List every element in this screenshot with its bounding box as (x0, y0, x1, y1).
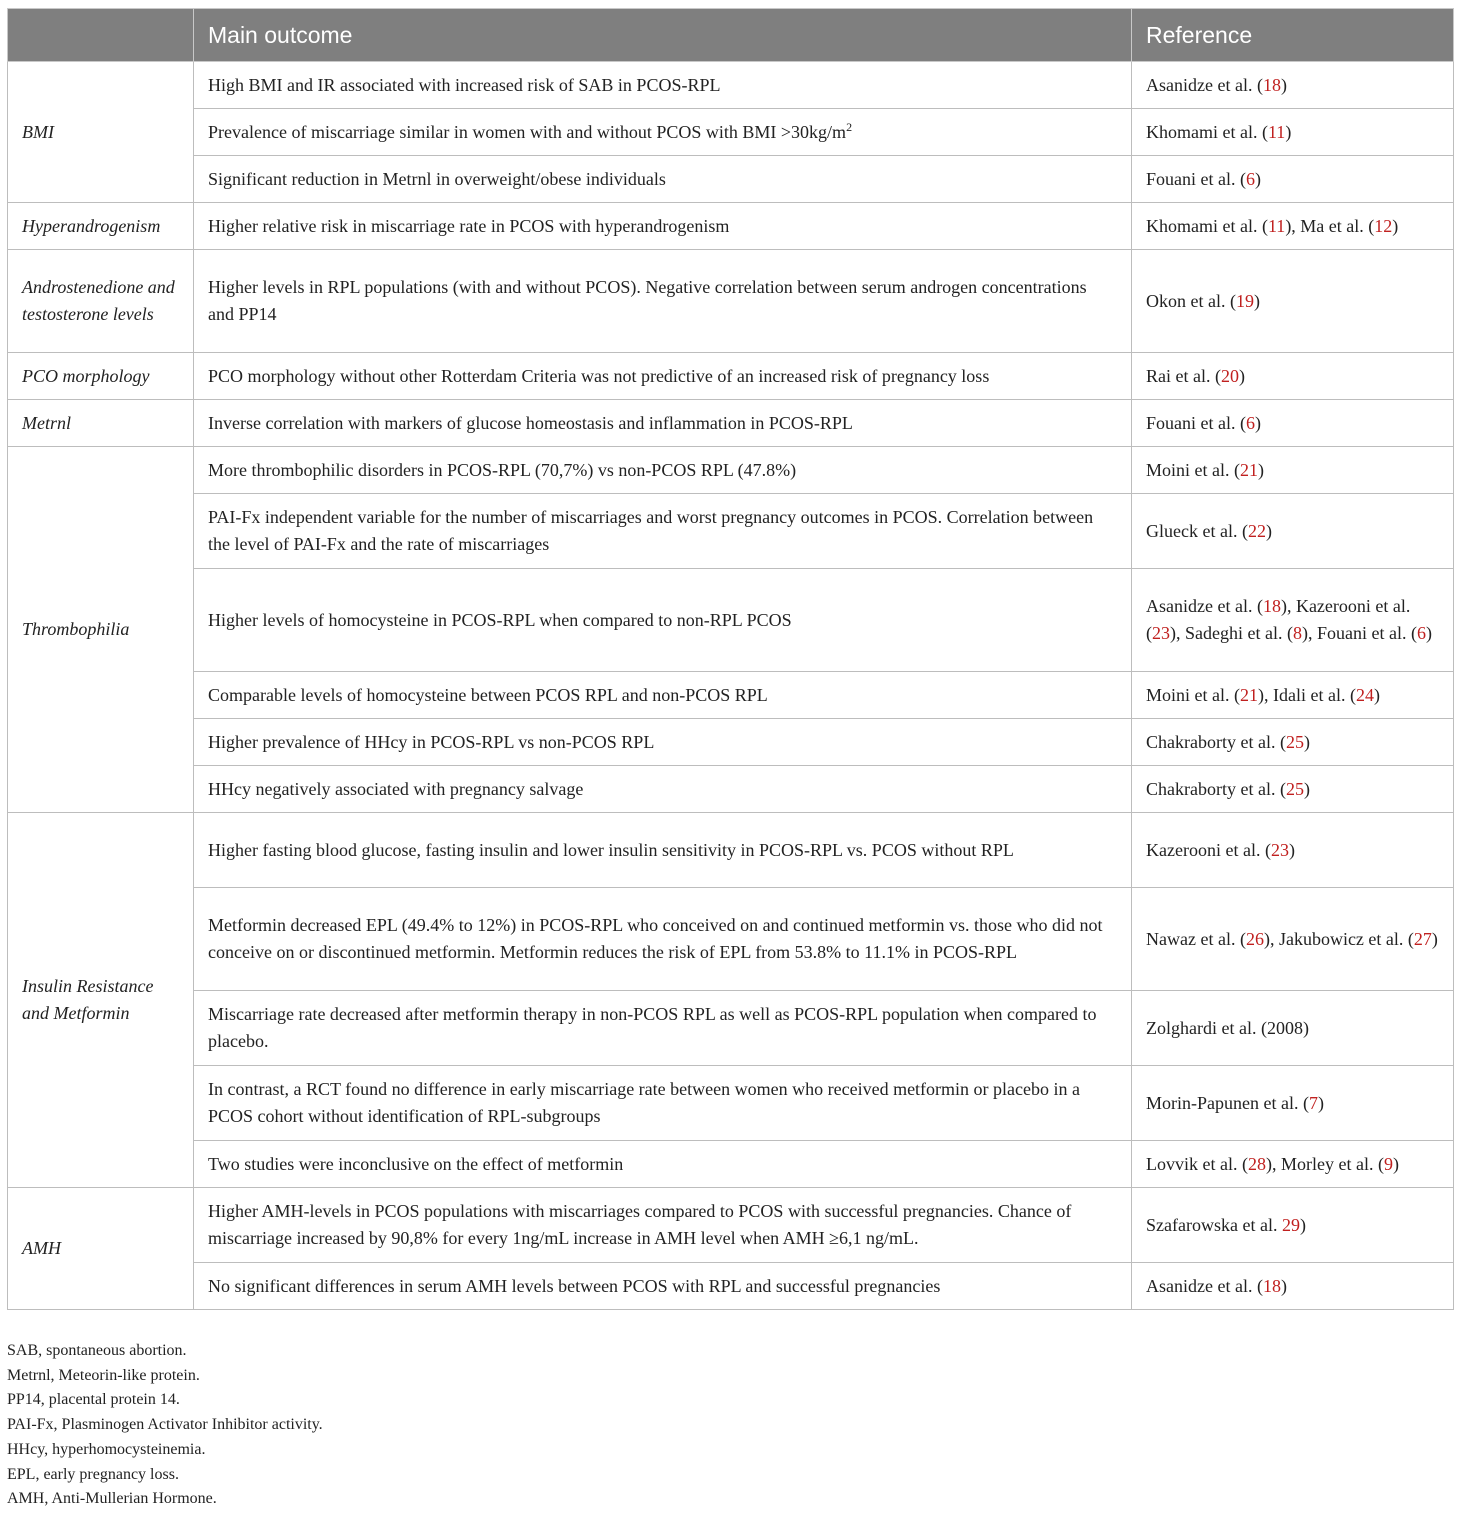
reference-link[interactable]: 23 (1152, 623, 1170, 643)
reference-link[interactable]: 20 (1220, 365, 1239, 386)
reference-cell: Asanidze et al. (18) (1132, 1263, 1454, 1310)
reference-link[interactable]: 9 (1383, 1153, 1393, 1174)
table-row (8, 1066, 1454, 1141)
outcome-cell: PCO morphology without other Rotterdam Criteria was not predictive of an increased risk of pregnancy loss (194, 353, 1132, 400)
reference-link[interactable]: 28 (1247, 1153, 1266, 1174)
outcome-cell: Prevalence of miscarriage similar in women with and without PCOS with BMI $>30kg/m^2$ (194, 109, 1132, 156)
reference-cell: Lovvik et al. (28), Morley et al. (9) (1132, 1141, 1454, 1188)
reference-cell: Zolghardi et al. (2008) (1132, 991, 1454, 1066)
reference-link[interactable]: 18 (1262, 1275, 1281, 1296)
header-category (8, 9, 194, 62)
outcome-cell: Higher fasting blood glucose, fasting insulin and lower insulin sensitivity in PCOS-RPL vs. PCOS without RPL (194, 813, 1132, 888)
outcome-cell: Higher levels of homocysteine in PCOS-RPL when compared to non-RPL PCOS (194, 569, 1132, 672)
header-main-outcome: Main outcome (194, 9, 1132, 62)
reference-cell: Kazerooni et al. (23) (1132, 813, 1454, 888)
table-row (8, 766, 1454, 813)
table-row (8, 156, 1454, 203)
reference-cell: Rai et al. (20) (1132, 353, 1454, 400)
outcome-cell: Higher relative risk in miscarriage rate in PCOS with hyperandrogenism (194, 203, 1132, 250)
reference-link[interactable]: 6 (1245, 412, 1255, 433)
outcome-cell: Miscarriage rate decreased after metformin therapy in non-PCOS RPL as well as PCOS-RPL population when compared to placebo. (194, 991, 1132, 1066)
footnote: HHcy, hyperhomocysteinemia. (7, 1440, 206, 1458)
reference-cell: Asanidze et al. (18), Kazerooni et al. (23), Sadeghi et al. (8), Fouani et al. (6) (1132, 569, 1454, 672)
table-row (8, 62, 1454, 109)
reference-cell: Glueck et al. (22) (1132, 494, 1454, 569)
reference-cell: Fouani et al. (6) (1132, 400, 1454, 447)
reference-link[interactable]: 6 (1416, 623, 1426, 643)
table-row (8, 494, 1454, 569)
reference-link[interactable]: 25 (1285, 731, 1304, 752)
reference-link[interactable]: 8 (1292, 623, 1302, 643)
category-hyperandrogenism: Hyperandrogenism (8, 203, 194, 250)
category-pco-morphology: PCO morphology (8, 353, 194, 400)
table-row (8, 109, 1454, 156)
outcome-cell: PAI-Fx independent variable for the number of miscarriages and worst pregnancy outcomes in PCOS. Correlation between the level of PAI-Fx and the rate of miscarriages (194, 494, 1132, 569)
reference-cell: Chakraborty et al. (25) (1132, 766, 1454, 813)
reference-link[interactable]: 25 (1285, 778, 1304, 799)
table-row (8, 813, 1454, 888)
reference-cell: Fouani et al. (6) (1132, 156, 1454, 203)
table-row (8, 1263, 1454, 1310)
reference-cell: Chakraborty et al. (25) (1132, 719, 1454, 766)
reference-cell: Morin-Papunen et al. (7) (1132, 1066, 1454, 1141)
outcome-cell: Higher levels in RPL populations (with and without PCOS). Negative correlation between serum androgen concentrations and PP14 (194, 250, 1132, 353)
table-row (8, 447, 1454, 494)
header-reference: Reference (1132, 9, 1454, 62)
reference-link[interactable]: 22 (1247, 520, 1266, 541)
outcomes-table (7, 8, 1454, 1310)
outcome-cell: High BMI and IR associated with increased risk of SAB in PCOS-RPL (194, 62, 1132, 109)
outcome-cell: Two studies were inconclusive on the effect of metformin (194, 1141, 1132, 1188)
footnote: EPL, early pregnancy loss. (7, 1465, 179, 1483)
reference-link[interactable]: 26 (1245, 928, 1264, 949)
reference-link[interactable]: 11 (1267, 215, 1286, 236)
reference-link[interactable]: 29 (1281, 1214, 1300, 1235)
reference-cell: Nawaz et al. (26), Jakubowicz et al. (27) (1132, 888, 1454, 991)
category-metrnl: Metrnl (8, 400, 194, 447)
table-header-row (8, 9, 1454, 62)
footnote: PP14, placental protein 14. (7, 1391, 180, 1409)
outcome-cell: Higher prevalence of HHcy in PCOS-RPL vs non-PCOS RPL (194, 719, 1132, 766)
footnote: AMH, Anti-Mullerian Hormone. (7, 1490, 217, 1508)
table-row (8, 250, 1454, 353)
reference-link[interactable]: 12 (1374, 215, 1393, 236)
table-row (8, 719, 1454, 766)
reference-cell: Asanidze et al. (18) (1132, 62, 1454, 109)
outcome-cell: In contrast, a RCT found no difference in early miscarriage rate between women who received metformin or placebo in a PCOS cohort without identification of RPL-subgroups (194, 1066, 1132, 1141)
reference-link[interactable]: 24 (1355, 684, 1374, 705)
outcome-cell: Significant reduction in Metrnl in overweight/obese individuals (194, 156, 1132, 203)
table-row (8, 991, 1454, 1066)
reference-link[interactable]: 7 (1308, 1092, 1318, 1113)
reference-cell: Szafarowska et al. 29) (1132, 1188, 1454, 1263)
reference-link[interactable]: 6 (1245, 168, 1255, 189)
table-row (8, 400, 1454, 447)
table-row (8, 1141, 1454, 1188)
reference-cell: Moini et al. (21) (1132, 447, 1454, 494)
reference-cell: Khomami et al. (11) (1132, 109, 1454, 156)
category-amh: AMH (8, 1188, 194, 1310)
footnote: Metrnl, Meteorin-like protein. (7, 1366, 200, 1384)
category-insulin-resistance: Insulin Resistance and Metformin (8, 813, 194, 1188)
table-container (7, 8, 1453, 1310)
reference-link[interactable]: 11 (1267, 121, 1286, 142)
outcome-cell: Inverse correlation with markers of glucose homeostasis and inflammation in PCOS-RPL (194, 400, 1132, 447)
reference-link[interactable]: 18 (1262, 596, 1281, 616)
table-row (8, 672, 1454, 719)
reference-cell: Moini et al. (21), Idali et al. (24) (1132, 672, 1454, 719)
outcome-cell: No significant differences in serum AMH levels between PCOS with RPL and successful pregnancies (194, 1263, 1132, 1310)
outcome-cell: Higher AMH-levels in PCOS populations with miscarriages compared to PCOS with successful pregnancies. Chance of miscarriage increased by 90,8% for every 1ng/mL increase in AMH level when AMH ≥6,1 ng/mL. (194, 1188, 1132, 1263)
reference-link[interactable]: 21 (1239, 684, 1258, 705)
footnote: PAI-Fx, Plasminogen Activator Inhibitor activity. (7, 1416, 323, 1434)
reference-link[interactable]: 23 (1270, 839, 1289, 860)
table-row (8, 353, 1454, 400)
category-androstenedione: Androstenedione and testosterone levels (8, 250, 194, 353)
outcome-cell: Metformin decreased EPL (49.4% to 12%) in PCOS-RPL who conceived on and continued metformin vs. those who did not conceive on or discontinued metformin. Metformin reduces the risk of EPL from 53.8% to 11.1% in PCOS-RPL (194, 888, 1132, 991)
reference-link[interactable]: 27 (1413, 928, 1432, 949)
footnote: SAB, spontaneous abortion. (7, 1342, 187, 1359)
category-thrombophilia: Thrombophilia (8, 447, 194, 813)
table-row (8, 203, 1454, 250)
table-row (8, 1188, 1454, 1263)
reference-link[interactable]: 21 (1239, 459, 1258, 480)
outcome-cell: More thrombophilic disorders in PCOS-RPL (70,7%) vs non-PCOS RPL (47.8%) (194, 447, 1132, 494)
reference-link[interactable]: 19 (1235, 290, 1254, 311)
reference-cell: Okon et al. (19) (1132, 250, 1454, 353)
reference-link[interactable]: 18 (1262, 74, 1281, 95)
outcome-cell: Comparable levels of homocysteine between PCOS RPL and non-PCOS RPL (194, 672, 1132, 719)
category-bmi: BMI (8, 62, 194, 203)
table-row (8, 569, 1454, 672)
outcome-cell: HHcy negatively associated with pregnancy salvage (194, 766, 1132, 813)
reference-cell: Khomami et al. (11), Ma et al. (12) (1132, 203, 1454, 250)
table-row (8, 888, 1454, 991)
footnotes (7, 1339, 323, 1512)
